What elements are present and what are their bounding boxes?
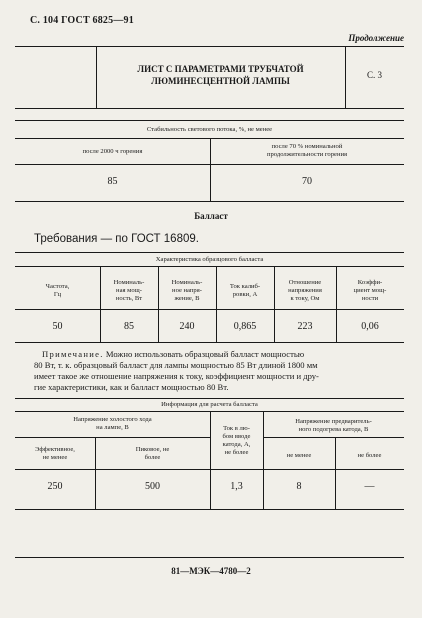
continuation-label: Продолжение	[348, 33, 404, 43]
header-pf-line3: ности	[361, 295, 379, 302]
stability-heading: Стабильность светового потока, %, не менее	[146, 126, 273, 133]
header-calibration-line2: ровки, А	[232, 291, 258, 298]
header-pf-line2: циент мощ-	[353, 287, 387, 294]
calculation-heading: Информация для расчета балласта	[161, 401, 258, 408]
header-voltage-line3: жение, В	[174, 295, 200, 302]
max-header: не более	[357, 452, 382, 459]
header-frequency-line2: Гц	[53, 291, 62, 298]
value-effective: 250	[47, 481, 63, 492]
stability-col1-value: 85	[107, 176, 118, 187]
note-label: Примечание.	[42, 349, 104, 359]
header-voltage-line2: ное напря-	[172, 287, 202, 294]
stability-col1-header: после 2000 ч горения	[82, 148, 143, 155]
current-header-line3: катода, А,	[222, 441, 251, 448]
value-ratio: 223	[297, 321, 313, 332]
footer-code: 81—МЭК—4780—2	[171, 566, 251, 576]
value-preheat-max: —	[364, 481, 375, 492]
footer-rule	[15, 557, 404, 558]
current-header-line2: бом вводе	[222, 433, 251, 440]
value-power: 85	[124, 321, 134, 332]
note-line-1: Можно использовать образцовый балласт мощностью	[105, 349, 305, 359]
header-power-line3: ность, Вт	[115, 295, 143, 302]
preheat-header-line2: ного подогрева катода, В	[298, 426, 369, 433]
stability-col2-header-line2: продолжительности горения	[266, 151, 348, 158]
value-power-factor: 0,06	[361, 321, 379, 332]
value-cathode-current: 1,3	[230, 481, 243, 492]
stability-col2-header-line1: после 70 % номинальной	[271, 143, 343, 150]
reference-ballast-heading: Характеристика образцового балласта	[155, 256, 264, 263]
sheet-number: С. 3	[366, 70, 382, 80]
ballast-requirements: Требования — по ГОСТ 16809.	[34, 233, 199, 245]
open-circuit-header-line2: на лампе, В	[96, 424, 129, 431]
open-circuit-header-line1: Напряжение холостого хода	[73, 416, 152, 423]
current-header-line4: не более	[224, 449, 249, 456]
note-line-2: 80 Вт, т. к. образцовый балласт для лампы мощностью 85 Вт длиной 1800 мм	[34, 360, 318, 370]
title-line-1: ЛИСТ С ПАРАМЕТРАМИ ТРУБЧАТОЙ	[137, 64, 304, 74]
header-ratio-line2: напряжения	[288, 287, 322, 294]
note-line-4: гие характеристики, как и балласт мощностью 80 Вт.	[34, 382, 229, 392]
header-calibration-line1: Ток калиб-	[229, 283, 261, 290]
header-power-line1: Номиналь-	[113, 279, 145, 286]
peak-header-line1: Пиковое, не	[135, 446, 170, 453]
header-voltage-line1: Номиналь-	[171, 279, 203, 286]
value-peak: 500	[145, 481, 160, 492]
peak-header-line2: более	[144, 454, 161, 461]
header-power-line2: ная мощ-	[116, 287, 142, 294]
header-ratio-line3: к току, Ом	[290, 295, 320, 302]
value-preheat-min: 8	[296, 481, 302, 492]
preheat-header-line1: Напряжение предваритель-	[295, 418, 372, 425]
header-ratio-line1: Отношение	[288, 279, 322, 286]
note-line-3: имеет такое же отношение напряжения к току, коэффициент мощности и дру-	[34, 371, 319, 381]
ballast-title: Балласт	[194, 211, 228, 221]
min-header: не менее	[286, 452, 312, 459]
page-reference: С. 104 ГОСТ 6825—91	[30, 15, 134, 26]
header-frequency-line1: Частота,	[45, 283, 70, 290]
stability-col2-value: 70	[302, 176, 312, 187]
effective-header-line2: не менее	[42, 454, 68, 461]
note-paragraph	[34, 349, 396, 393]
header-pf-line1: Коэффи-	[357, 279, 383, 286]
value-frequency: 50	[52, 321, 63, 332]
value-calibration-current: 0,865	[233, 321, 257, 332]
value-voltage: 240	[179, 321, 195, 332]
title-line-2: ЛЮМИНЕСЦЕНТНОЙ ЛАМПЫ	[151, 76, 290, 86]
effective-header-line1: Эффективное,	[35, 446, 75, 453]
current-header-line1: Ток в лю-	[223, 425, 250, 432]
